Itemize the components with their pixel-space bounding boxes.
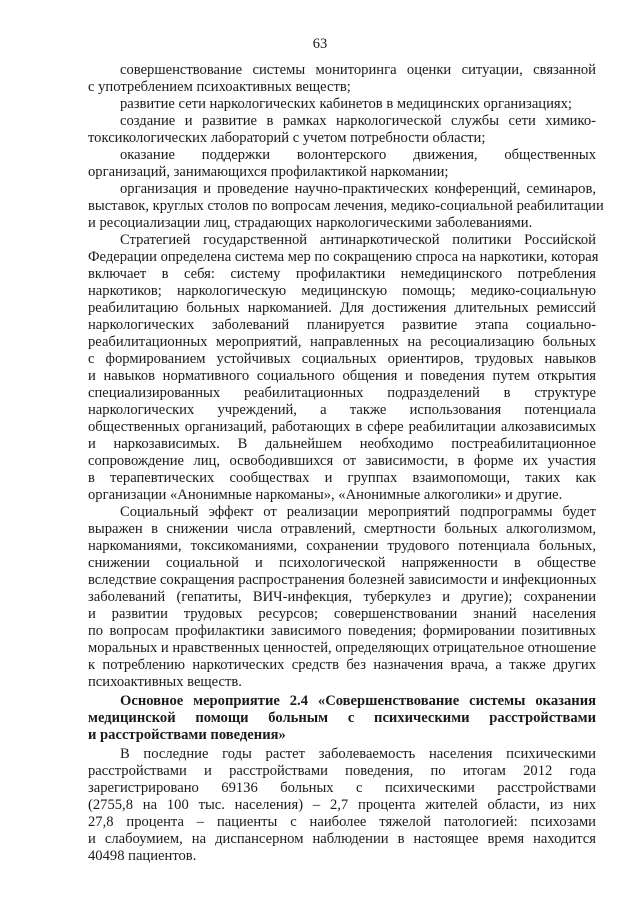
- text-line: наркоманиями, токсикоманиями, сохранении трудового потенциала больных,: [88, 538, 596, 554]
- text-line: создание и развитие в рамках наркологической службы сети химико-: [120, 113, 596, 129]
- text-line: наркологических заболеваний планируется развитие этапа социально-: [88, 317, 596, 333]
- text-line: развитие сети наркологических кабинетов в медицинских организациях;: [120, 96, 572, 112]
- text-line: реабилитацию больных наркоманией. Для достижения длительных ремиссий: [88, 300, 596, 316]
- section-heading-line: и расстройствами поведения»: [88, 727, 286, 743]
- text-line: и ресоциализации лиц, страдающих наркологическими заболеваниями.: [88, 215, 533, 231]
- text-line: Федерации определена система мер по сокращению спроса на наркотики, которая: [88, 249, 599, 265]
- text-line: и слабоумием, на диспансерном наблюдении в настоящее время находится: [88, 831, 596, 847]
- text-line: В последние годы растет заболеваемость населения психическими: [120, 746, 596, 762]
- section-heading-line: Основное мероприятие 2.4 «Совершенствование системы оказания: [120, 693, 596, 709]
- text-line: психоактивных веществ.: [88, 674, 242, 690]
- text-line: организация и проведение научно-практических конференций, семинаров,: [120, 181, 596, 197]
- text-line: по вопросам профилактики зависимого поведения; формировании позитивных: [88, 623, 596, 639]
- text-line: 27,8 процента – пациенты с наиболее тяжелой патологией: психозами: [88, 814, 596, 830]
- text-line: совершенствование системы мониторинга оценки ситуации, связанной: [120, 62, 596, 78]
- text-line: Социальный эффект от реализации мероприятий подпрограммы будет: [120, 504, 596, 520]
- text-line: заболеваний (гепатиты, ВИЧ-инфекция, туберкулез и другие); сохранении: [88, 589, 596, 605]
- text-line: (2755,8 на 100 тыс. населения) – 2,7 процента жителей области, из них: [88, 797, 596, 813]
- text-line: общественных организаций, работающих в сфере реабилитации алкозависимых: [88, 419, 596, 435]
- text-line: оказание поддержки волонтерского движения, общественных: [120, 147, 596, 163]
- text-line: наркологических учреждений, а также использования потенциала: [88, 402, 596, 418]
- text-line: сопровождение лиц, освободившихся от зависимости, в форме их участия: [88, 453, 596, 469]
- text-line: с формированием устойчивых социальных ориентиров, трудовых навыков: [88, 351, 596, 367]
- text-line: зарегистрировано 69136 больных с психическими расстройствами: [88, 780, 596, 796]
- text-line: вследствие сокращения распространения болезней зависимости и инфекционных: [88, 572, 597, 588]
- text-line: и навыков нормативного социального общения и поведения путем открытия: [88, 368, 596, 384]
- text-line: включает в себя: систему профилактики немедицинского потребления: [88, 266, 596, 282]
- text-line: и развитии трудовых ресурсов; совершенствовании знаний населения: [88, 606, 596, 622]
- text-line: к потреблению наркотических средств без назначения врача, а также других: [88, 657, 596, 673]
- text-line: токсикологических лабораторий с учетом потребности области;: [88, 130, 486, 146]
- text-line: и наркозависимых. В дальнейшем необходимо постреабилитационное: [88, 436, 596, 452]
- text-line: специализированных реабилитационных подразделений в структуре: [88, 385, 596, 401]
- text-line: 40498 пациентов.: [88, 848, 197, 864]
- section-heading-line: медицинской помощи больным с психическими расстройствами: [88, 710, 596, 726]
- text-line: наркотиков; наркологическую медицинскую помощь; медико-социальную: [88, 283, 596, 299]
- text-line: Стратегией государственной антинаркотической политики Российской: [120, 232, 596, 248]
- text-line: организации «Анонимные наркоманы», «Анонимные алкоголики» и другие.: [88, 487, 563, 503]
- text-line: реабилитационных мероприятий, направленных на ресоциализацию больных: [88, 334, 596, 350]
- text-line: с употреблением психоактивных веществ;: [88, 79, 351, 95]
- text-line: выставок, круглых столов по вопросам лечения, медико-социальной реабилитации: [88, 198, 604, 214]
- text-line: моральных и нравственных ценностей, определяющих отрицательное отношение: [88, 640, 597, 656]
- page-number: 63: [312, 36, 328, 52]
- text-line: снижении социальной и психологической напряженности в обществе: [88, 555, 596, 571]
- text-line: в терапевтических сообществах и группах взаимопомощи, таких как: [88, 470, 596, 486]
- text-line: выражен в снижении числа отравлений, смертности больных алкоголизмом,: [88, 521, 596, 537]
- text-line: организаций, занимающихся профилактикой наркомании;: [88, 164, 449, 180]
- text-line: расстройствами и расстройствами поведения, по итогам 2012 года: [88, 763, 596, 779]
